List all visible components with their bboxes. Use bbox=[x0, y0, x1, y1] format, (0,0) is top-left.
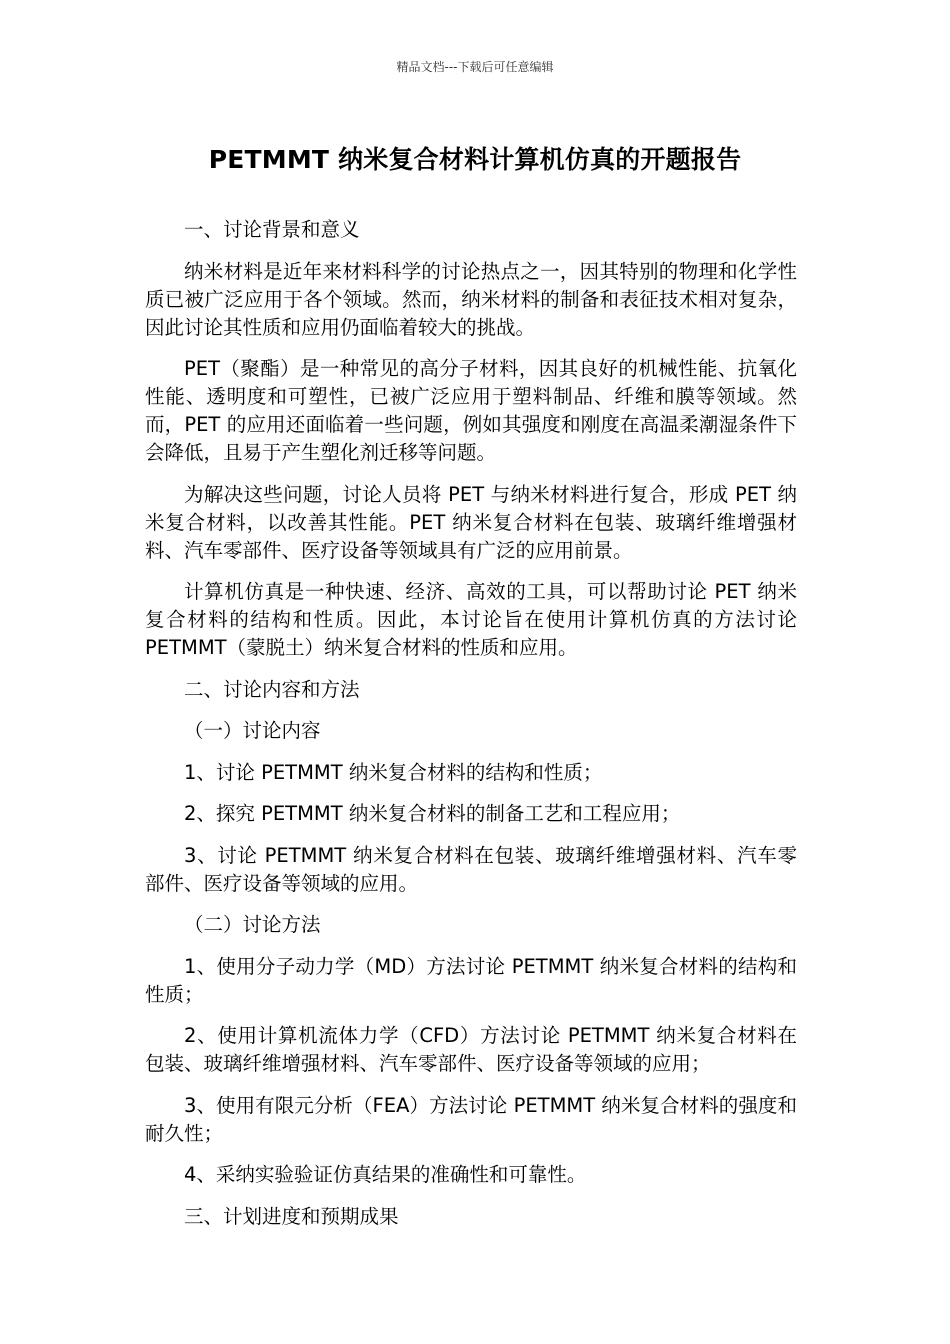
paragraph: 为解决这些问题，讨论人员将 PET 与纳米材料进行复合，形成 PET 纳米复合材料，以改善其性能。PET 纳米复合材料在包装、玻璃纤维增强材料、汽车零部件、医疗设备等领域具有广泛的应用前景。 bbox=[145, 482, 797, 562]
paragraph: PET（聚酯）是一种常见的高分子材料，因其良好的机械性能、抗氧化性能、透明度和可塑性，已被广泛应用于塑料制品、纤维和膜等领域。然而，PET 的应用还面临着一些问题，例如其强度和刚度在高温柔潮湿条件下会降低，且易于产生塑化剂迁移等问题。 bbox=[145, 357, 797, 464]
section-heading-schedule: 三、计划进度和预期成果 bbox=[184, 1204, 399, 1228]
list-item: 1、讨论 PETMMT 纳米复合材料的结构和性质； bbox=[184, 760, 603, 784]
list-item: 2、探究 PETMMT 纳米复合材料的制备工艺和工程应用； bbox=[184, 802, 681, 825]
section-heading-content-methods: 二、讨论内容和方法 bbox=[184, 677, 360, 701]
list-item: 4、采纳实验验证仿真结果的准确性和可靠性。 bbox=[184, 1163, 587, 1186]
list-item: 3、讨论 PETMMT 纳米复合材料在包装、玻璃纤维增强材料、汽车零部件、医疗设备等领域的应用。 bbox=[145, 843, 797, 895]
header-note: 精品文档---下载后可任意编辑 bbox=[396, 60, 554, 74]
section-heading-background: 一、讨论背景和意义 bbox=[184, 218, 360, 241]
paragraph: 纳米材料是近年来材料科学的讨论热点之一，因其特别的物理和化学性质已被广泛应用于各个领域。然而，纳米材料的制备和表征技术相对复杂，因此讨论其性质和应用仍面临着较大的挑战。 bbox=[145, 259, 797, 339]
subheading-methods: （二）讨论方法 bbox=[184, 913, 321, 936]
subheading-content: （一）讨论内容 bbox=[184, 719, 321, 742]
document-body bbox=[145, 216, 797, 1244]
list-item: 2、使用计算机流体力学（CFD）方法讨论 PETMMT 纳米复合材料在包装、玻璃纤维增强材料、汽车零部件、医疗设备等领域的应用； bbox=[145, 1024, 797, 1075]
list-item: 3、使用有限元分析（FEA）方法讨论 PETMMT 纳米复合材料的强度和耐久性； bbox=[145, 1093, 797, 1145]
document-title: PETMMT 纳米复合材料计算机仿真的开题报告 bbox=[208, 145, 742, 174]
list-item: 1、使用分子动力学（MD）方法讨论 PETMMT 纳米复合材料的结构和性质； bbox=[145, 954, 797, 1006]
paragraph: 计算机仿真是一种快速、经济、高效的工具，可以帮助讨论 PET 纳米复合材料的结构和性质。因此，本讨论旨在使用计算机仿真的方法讨论 PETMMT（蒙脱土）纳米复合材料的性质和应用。 bbox=[145, 580, 797, 659]
